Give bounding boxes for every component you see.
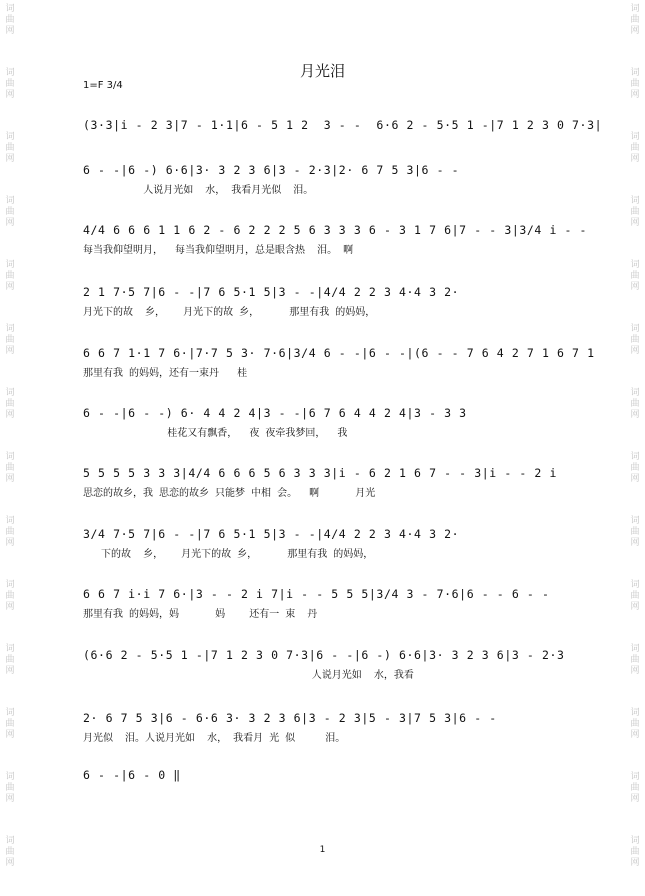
watermark-char: 网 [630, 218, 640, 228]
watermark-char: 网 [5, 730, 15, 740]
notes-line: 5 5 5 5 3 3 3|4/4 6 6 6 5 6 3 3 3|i - 6 2 1 6 7 - - 3|i - - 2 i [83, 466, 557, 480]
watermark-char: 网 [5, 282, 15, 292]
watermark-char: 曲 [5, 591, 15, 601]
lyrics-line: 下的故 乡， 月光下的故 乡， 那里有我 的妈妈， [83, 549, 374, 560]
watermark-char: 曲 [5, 15, 15, 25]
watermark-char: 曲 [630, 143, 640, 153]
watermark-char: 词 [630, 644, 640, 654]
watermark-char: 曲 [630, 207, 640, 217]
watermark-char: 曲 [5, 207, 15, 217]
watermark-char: 网 [630, 602, 640, 612]
watermark-char: 曲 [5, 143, 15, 153]
watermark-char: 曲 [630, 335, 640, 345]
watermark-char: 网 [5, 26, 15, 36]
watermark-char: 曲 [5, 335, 15, 345]
watermark-char: 曲 [630, 655, 640, 665]
watermark-char: 网 [630, 858, 640, 868]
watermark-char: 网 [630, 666, 640, 676]
notes-line: 6 - -|6 -) 6·6|3· 3 2 3 6|3 - 2·3|2· 6 7 5 3|6 - - [83, 163, 460, 177]
watermark-char: 词 [630, 68, 640, 78]
notes-line: 2 1 7·5 7|6 - -|7 6 5·1 5|3 - -|4/4 2 2 3 4·4 3 2· [83, 285, 460, 299]
lyrics-line: 人说月光如 水， 我看月光似 泪。 [83, 185, 314, 196]
watermark-char: 网 [5, 602, 15, 612]
watermark-left [2, 0, 18, 896]
page-number: 1 [319, 845, 326, 855]
watermark-char: 网 [5, 666, 15, 676]
watermark-char: 曲 [630, 271, 640, 281]
lyrics-line: 那里有我 的妈妈，妈 妈 还有一 束 丹 [83, 609, 318, 620]
watermark-char: 曲 [630, 399, 640, 409]
watermark-char: 词 [5, 516, 15, 526]
watermark-char: 词 [5, 68, 15, 78]
watermark-char: 词 [5, 452, 15, 462]
notes-line: 6 6 7 1·1 7 6·|7·7 5 3· 7·6|3/4 6 - -|6 - -|(6 - - 7 6 4 2 7 1 6 7 1 [83, 346, 595, 360]
notes-line: 3/4 7·5 7|6 - -|7 6 5·1 5|3 - -|4/4 2 2 3 4·4 3 2· [83, 527, 460, 541]
lyrics-line: 桂花又有飘香， 夜 夜牵我梦回， 我 [83, 428, 348, 439]
lyrics-line: 月光下的故 乡， 月光下的故 乡， 那里有我 的妈妈， [83, 307, 376, 318]
watermark-char: 曲 [5, 527, 15, 537]
watermark-char: 曲 [630, 15, 640, 25]
notes-line: 4/4 6 6 6 1 1 6 2 - 6 2 2 2 5 6 3 3 3 6 - 3 1 7 6|7 - - 3|3/4 i - - [83, 223, 588, 237]
watermark-char: 网 [5, 538, 15, 548]
notes-line: 6 - -|6 - 0 ‖ [83, 768, 181, 782]
watermark-char: 曲 [630, 463, 640, 473]
watermark-char: 词 [630, 580, 640, 590]
watermark-char: 曲 [5, 463, 15, 473]
watermark-char: 词 [630, 260, 640, 270]
watermark-char: 网 [5, 218, 15, 228]
watermark-char: 词 [5, 324, 15, 334]
lyrics-line: 那里有我 的妈妈，还有一束丹 桂 [83, 368, 248, 379]
watermark-char: 网 [5, 154, 15, 164]
watermark-char: 网 [630, 730, 640, 740]
watermark-char: 曲 [5, 783, 15, 793]
lyrics-line: 月光似 泪。人说月光如 水， 我看月 光 似 泪。 [83, 733, 346, 744]
watermark-char: 词 [630, 708, 640, 718]
watermark-char: 词 [5, 388, 15, 398]
watermark-char: 网 [5, 794, 15, 804]
watermark-char: 网 [5, 90, 15, 100]
notes-line: (3·3|i - 2 3|7 - 1·1|6 - 5 1 2 3 - - 6·6 2 - 5·5 1 -|7 1 2 3 0 7·3| [83, 118, 603, 132]
lyrics-line: 人说月光如 水，我看 [83, 670, 414, 681]
watermark-char: 网 [630, 26, 640, 36]
watermark-char: 网 [5, 346, 15, 356]
watermark-char: 词 [5, 708, 15, 718]
watermark-char: 词 [5, 260, 15, 270]
notes-line: 6 - -|6 - -) 6· 4 4 2 4|3 - -|6 7 6 4 4 2 4|3 - 3 3 [83, 406, 467, 420]
watermark-char: 网 [630, 154, 640, 164]
watermark-char: 词 [630, 196, 640, 206]
watermark-char: 网 [630, 90, 640, 100]
watermark-char: 词 [630, 836, 640, 846]
watermark-char: 曲 [630, 847, 640, 857]
lyrics-line: 思恋的故乡，我 思恋的故乡 只能梦 中相 会。 啊 月光 [83, 488, 376, 499]
watermark-char: 网 [630, 794, 640, 804]
watermark-char: 词 [630, 452, 640, 462]
watermark-char: 网 [630, 474, 640, 484]
watermark-char: 词 [630, 772, 640, 782]
watermark-char: 词 [630, 4, 640, 14]
watermark-char: 网 [630, 346, 640, 356]
watermark-char: 词 [5, 580, 15, 590]
watermark-char: 词 [630, 516, 640, 526]
watermark-char: 词 [5, 772, 15, 782]
key-signature: 1=F 3/4 [83, 80, 123, 91]
watermark-char: 曲 [630, 783, 640, 793]
watermark-char: 词 [630, 388, 640, 398]
watermark-char: 曲 [5, 399, 15, 409]
watermark-char: 词 [630, 324, 640, 334]
notes-line: 6 6 7 i·i 7 6·|3 - - 2 i 7|i - - 5 5 5|3/4 3 - 7·6|6 - - 6 - - [83, 587, 550, 601]
watermark-char: 网 [630, 282, 640, 292]
watermark-char: 曲 [5, 271, 15, 281]
watermark-char: 曲 [5, 79, 15, 89]
watermark-char: 网 [630, 538, 640, 548]
watermark-char: 词 [5, 132, 15, 142]
lyrics-line: 每当我仰望明月， 每当我仰望明月，总是眼含热 泪。 啊 [83, 245, 354, 256]
watermark-char: 曲 [5, 719, 15, 729]
watermark-char: 网 [630, 410, 640, 420]
notes-line: 2· 6 7 5 3|6 - 6·6 3· 3 2 3 6|3 - 2 3|5 - 3|7 5 3|6 - - [83, 711, 497, 725]
watermark-right [627, 0, 643, 896]
watermark-char: 曲 [630, 719, 640, 729]
watermark-char: 词 [630, 132, 640, 142]
notes-line: (6·6 2 - 5·5 1 -|7 1 2 3 0 7·3|6 - -|6 -) 6·6|3· 3 2 3 6|3 - 2·3 [83, 648, 565, 662]
song-title: 月光泪 [299, 62, 345, 80]
watermark-char: 词 [5, 644, 15, 654]
watermark-char: 曲 [5, 847, 15, 857]
watermark-char: 词 [5, 836, 15, 846]
watermark-char: 曲 [630, 591, 640, 601]
watermark-char: 网 [5, 474, 15, 484]
watermark-char: 网 [5, 858, 15, 868]
watermark-char: 网 [5, 410, 15, 420]
watermark-char: 曲 [630, 527, 640, 537]
watermark-char: 曲 [5, 655, 15, 665]
watermark-char: 词 [5, 196, 15, 206]
watermark-char: 曲 [630, 79, 640, 89]
watermark-char: 词 [5, 4, 15, 14]
